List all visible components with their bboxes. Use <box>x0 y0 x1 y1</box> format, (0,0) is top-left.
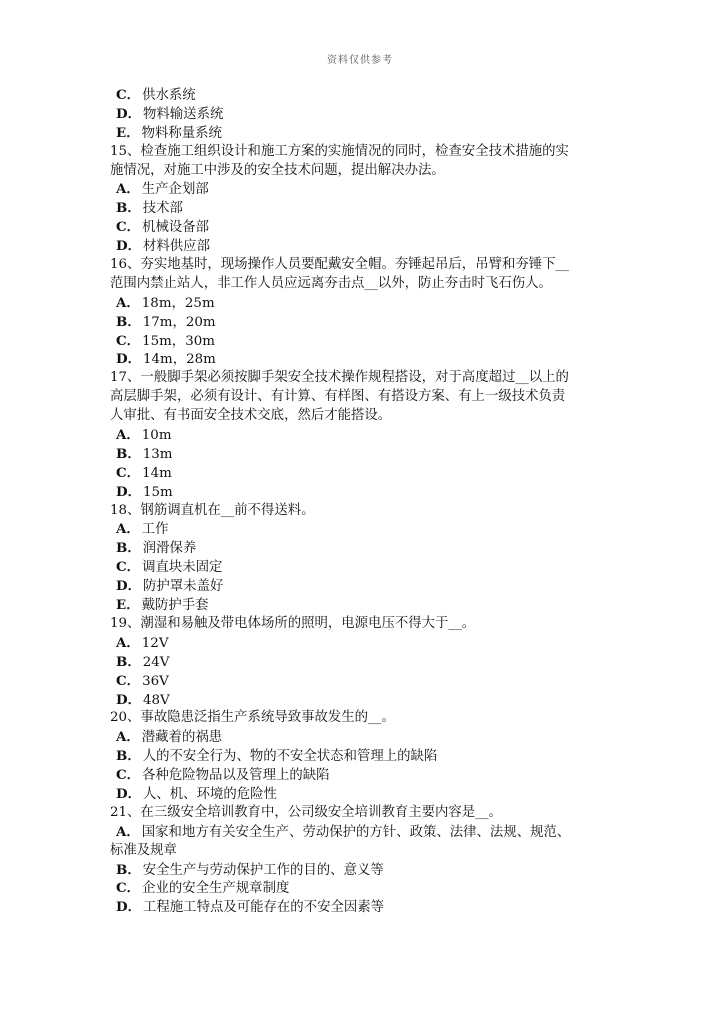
option-text: 物料称量系统 <box>141 125 222 141</box>
answer-option <box>110 350 620 369</box>
option-text: 人、机、环境的危险性 <box>143 786 277 802</box>
option-text: 戴防护手套 <box>141 598 209 614</box>
answer-option <box>110 332 620 351</box>
page-header: 资料仅供参考 <box>327 55 393 66</box>
option-letter: B． <box>116 313 141 330</box>
option-text: 10m <box>141 428 172 444</box>
option-letter: D． <box>116 691 142 708</box>
option-text: 各种危险物品以及管理上的缺陷 <box>142 768 330 784</box>
option-letter: B． <box>116 748 141 765</box>
question-text: 20、事故隐患泛指生产系统导致事故发生的__。 <box>110 710 395 726</box>
option-text: 润滑保养 <box>142 541 197 557</box>
answer-option <box>110 464 620 483</box>
question-text: 人审批、有书面安全技术交底，然后才能搭设。 <box>110 408 392 424</box>
answer-option <box>110 483 620 502</box>
option-text: 13m <box>142 446 173 462</box>
answer-option <box>110 105 620 124</box>
option-text: 供水系统 <box>142 88 196 103</box>
option-text: 材料供应部 <box>143 239 210 255</box>
option-letter: A． <box>116 521 140 538</box>
answer-option <box>110 426 620 445</box>
option-letter: D． <box>116 105 142 122</box>
option-text: 18m，25m <box>141 295 215 311</box>
answer-option <box>110 691 620 710</box>
answer-option <box>110 180 620 199</box>
option-letter: C． <box>116 559 141 576</box>
answer-option <box>110 596 620 615</box>
question-text: 17、一般脚手架必须按脚手架安全技术操作规程搭设，对于高度超过__以上的 <box>110 370 569 386</box>
option-letter: C． <box>116 767 141 784</box>
option-text: 48V <box>143 692 170 708</box>
option-text: 国家和地方有关安全生产、劳动保护的方针、政策、法律、法规、规范、 <box>141 824 571 840</box>
option-letter: A． <box>116 294 140 311</box>
answer-option <box>110 313 620 332</box>
answer-option <box>110 124 620 143</box>
option-text: 企业的安全生产规章制度 <box>142 881 290 897</box>
question-text: 高层脚手架，必须有设计、有计算、有样图、有搭设方案、有上一级技术负责 <box>110 389 566 405</box>
option-letter: C． <box>116 87 141 103</box>
option-text: 15m <box>143 484 173 500</box>
option-letter: E． <box>116 597 140 614</box>
option-letter: A． <box>116 427 140 444</box>
answer-option <box>110 823 620 842</box>
option-letter: C． <box>116 332 141 349</box>
option-letter: A． <box>116 634 140 651</box>
option-text: 17m，20m <box>142 314 216 330</box>
answer-option <box>110 86 620 105</box>
option-letter: D． <box>116 238 142 255</box>
answer-option <box>110 879 620 898</box>
question-text: 19、潮湿和易触及带电体场所的照明，电源电压不得大于__。 <box>110 615 476 631</box>
option-text: 14m <box>142 465 172 481</box>
answer-option <box>110 294 620 313</box>
answer-option <box>110 653 620 672</box>
answer-option <box>110 728 620 747</box>
answer-option <box>110 577 620 596</box>
option-text: 生产企划部 <box>141 182 209 198</box>
option-text: 安全生产与劳动保护工作的目的、意义等 <box>142 862 384 878</box>
question-text: 16、夯实地基时，现场操作人员要配戴安全帽。夯锤起吊后，吊臂和夯锤下__ <box>110 257 569 273</box>
answer-option <box>110 861 620 880</box>
option-text: 防护罩未盖好 <box>143 579 224 595</box>
option-text: 调直块未固定 <box>142 560 223 576</box>
question-text: 18、钢筋调直机在__前不得送料。 <box>110 502 315 518</box>
answer-option <box>110 237 620 256</box>
question-text: 15、检查施工组织设计和施工方案的实施情况的同时，检查安全技术措施的实 <box>110 143 569 159</box>
option-letter: D． <box>116 483 142 500</box>
question-text: 范围内禁止站人，非工作人员应远离夯击点__以外，防止夯击时飞石伤人。 <box>110 275 552 291</box>
answer-option <box>110 898 620 917</box>
option-text: 15m，30m <box>142 333 215 349</box>
answer-option <box>110 199 620 218</box>
option-letter: B． <box>116 540 141 557</box>
question-text: 21、在三级安全培训教育中，公司级安全培训教育主要内容是__。 <box>110 804 502 820</box>
option-text: 潜藏着的祸患 <box>141 730 223 746</box>
option-text: 24V <box>142 654 170 670</box>
answer-option <box>110 520 620 539</box>
question-text: 施情况，对施工中涉及的安全技术问题，提出解决办法。 <box>110 162 445 178</box>
option-text: 14m，28m <box>143 352 216 368</box>
document-body <box>110 86 620 917</box>
option-letter: C． <box>116 672 141 689</box>
option-letter: B． <box>116 653 141 670</box>
option-text: 机械设备部 <box>142 220 210 236</box>
answer-option <box>110 672 620 691</box>
option-letter: C． <box>116 219 141 236</box>
option-letter: A． <box>116 729 140 746</box>
answer-option <box>110 218 620 237</box>
option-letter: D． <box>116 785 142 802</box>
option-text: 人的不安全行为、物的不安全状态和管理上的缺陷 <box>142 749 438 765</box>
option-text: 36V <box>142 673 169 689</box>
option-letter: B． <box>116 445 141 462</box>
option-letter: D． <box>116 351 142 368</box>
option-letter: D． <box>116 899 142 916</box>
option-text: 工程施工特点及可能存在的不安全因素等 <box>143 900 385 916</box>
option-letter: C． <box>116 880 141 897</box>
option-letter: D． <box>116 578 142 595</box>
answer-option <box>110 747 620 766</box>
option-letter: B． <box>116 200 141 217</box>
option-text: 物料输送系统 <box>143 106 224 122</box>
option-letter: E． <box>116 124 140 141</box>
option-text: 技术部 <box>142 201 183 217</box>
answer-option <box>110 766 620 785</box>
question-text: 标准及规章 <box>110 842 177 858</box>
option-letter: B． <box>116 861 141 878</box>
option-letter: C． <box>116 464 141 481</box>
option-letter: A． <box>116 181 140 198</box>
answer-option <box>110 558 620 577</box>
answer-option <box>110 445 620 464</box>
answer-option <box>110 634 620 653</box>
answer-option <box>110 785 620 804</box>
option-text: 工作 <box>141 522 169 538</box>
option-letter: A． <box>116 823 140 840</box>
option-text: 12V <box>141 635 169 651</box>
answer-option <box>110 539 620 558</box>
